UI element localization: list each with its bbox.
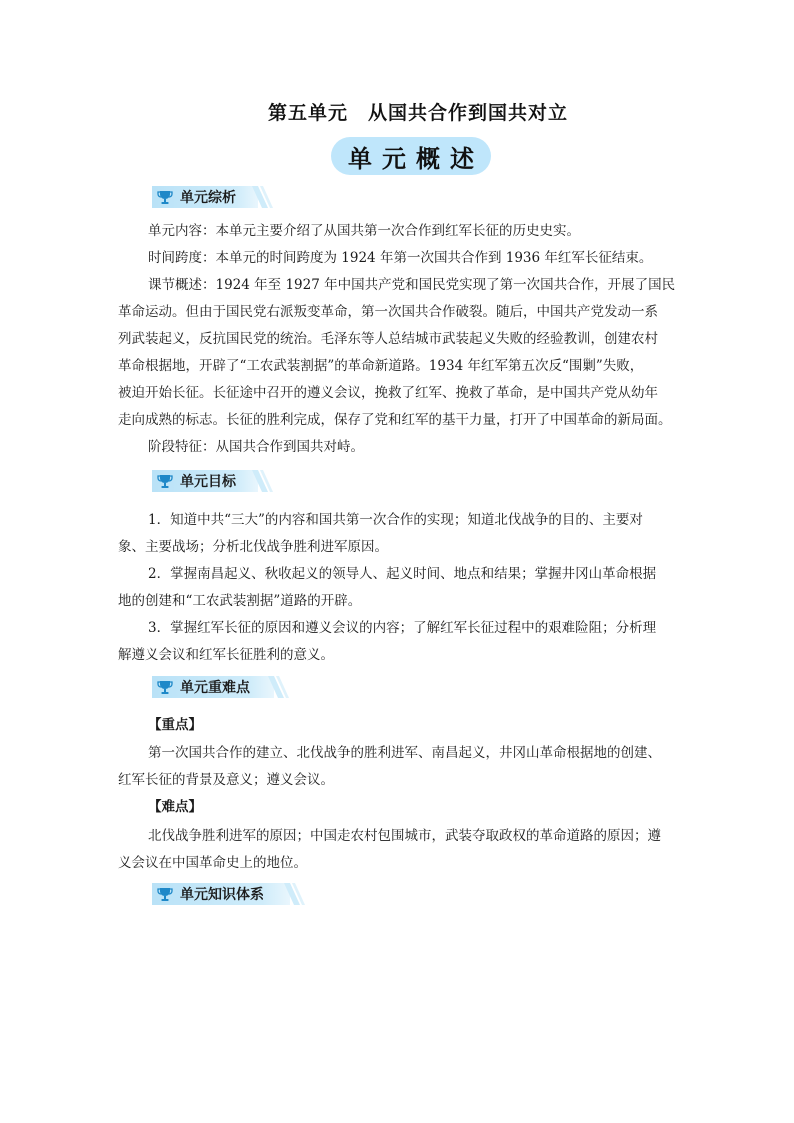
section-heading-label: 单元综析 <box>180 190 236 206</box>
section-heading-analysis <box>152 186 236 208</box>
trophy-icon <box>157 886 173 902</box>
trophy-icon <box>157 679 173 695</box>
subtitle: 单元概述 <box>348 144 484 173</box>
page-title: 第五单元 从国共合作到国共对立 <box>267 102 568 124</box>
analysis-line: 革命运动。但由于国民党右派叛变革命，第一次国共合作破裂。随后，中国共产党发动一系 <box>118 304 658 320</box>
goals-line: 2．掌握南昌起义、秋收起义的领导人、起义时间、地点和结果；掌握井冈山革命根据 <box>148 566 657 582</box>
analysis-line: 列武装起义，反抗国民党的统治。毛泽东等人总结城市武装起义失败的经验教训，创建农村 <box>118 331 658 347</box>
section-heading-goals <box>152 470 236 492</box>
focus-line: 第一次国共合作的建立、北伐战争的胜利进军、南昌起义，井冈山革命根据地的创建、 <box>148 745 661 761</box>
analysis-line: 走向成熟的标志。长征的胜利完成，保存了党和红军的基干力量，打开了中国革命的新局面。 <box>118 412 672 428</box>
analysis-line: 时间跨度：本单元的时间跨度为 1924 年第一次国共合作到 1936 年红军长征结束。 <box>148 250 653 266</box>
analysis-line: 阶段特征：从国共合作到国共对峙。 <box>148 439 364 455</box>
section-heading-label: 单元目标 <box>180 474 236 490</box>
banner-stripes <box>252 186 274 208</box>
section-heading-label: 单元知识体系 <box>180 887 264 903</box>
banner-stripes <box>252 470 274 492</box>
difficulty-line: 北伐战争胜利进军的原因；中国走农村包围城市，武装夺取政权的革命道路的原因；遵 <box>148 828 661 844</box>
banner-stripes <box>284 883 306 905</box>
focus-line: 红军长征的背景及意义；遵义会议。 <box>118 772 334 788</box>
analysis-line: 被迫开始长征。长征途中召开的遵义会议，挽救了红军、挽救了革命，是中国共产党从幼年 <box>118 385 658 401</box>
banner-stripes <box>268 676 290 698</box>
subtitle-banner <box>331 137 491 175</box>
analysis-line: 革命根据地，开辟了“工农武装割据”的革命新道路。1934 年红军第五次反“围剿”失败， <box>118 358 644 374</box>
focus-label: 【重点】 <box>148 717 202 733</box>
difficulty-label: 【难点】 <box>148 799 202 815</box>
goals-line: 象、主要战场；分析北伐战争胜利进军原因。 <box>118 539 388 555</box>
analysis-line: 课节概述：1924 年至 1927 年中国共产党和国民党实现了第一次国共合作，开展了国民 <box>148 277 676 293</box>
section-heading-system <box>152 883 264 905</box>
section-heading-keypoints <box>152 676 250 698</box>
goals-line: 地的创建和“工农武装割据”道路的开辟。 <box>118 593 362 609</box>
goals-line: 1．知道中共“三大”的内容和国共第一次合作的实现；知道北伐战争的目的、主要对 <box>148 512 643 528</box>
goals-line: 解遵义会议和红军长征胜利的意义。 <box>118 647 334 663</box>
analysis-line: 单元内容：本单元主要介绍了从国共第一次合作到红军长征的历史史实。 <box>148 223 580 239</box>
trophy-icon <box>157 189 173 205</box>
section-heading-label: 单元重难点 <box>180 680 250 696</box>
difficulty-line: 义会议在中国革命史上的地位。 <box>118 855 307 871</box>
goals-line: 3．掌握红军长征的原因和遵义会议的内容；了解红军长征过程中的艰难险阻；分析理 <box>148 620 657 636</box>
trophy-icon <box>157 473 173 489</box>
